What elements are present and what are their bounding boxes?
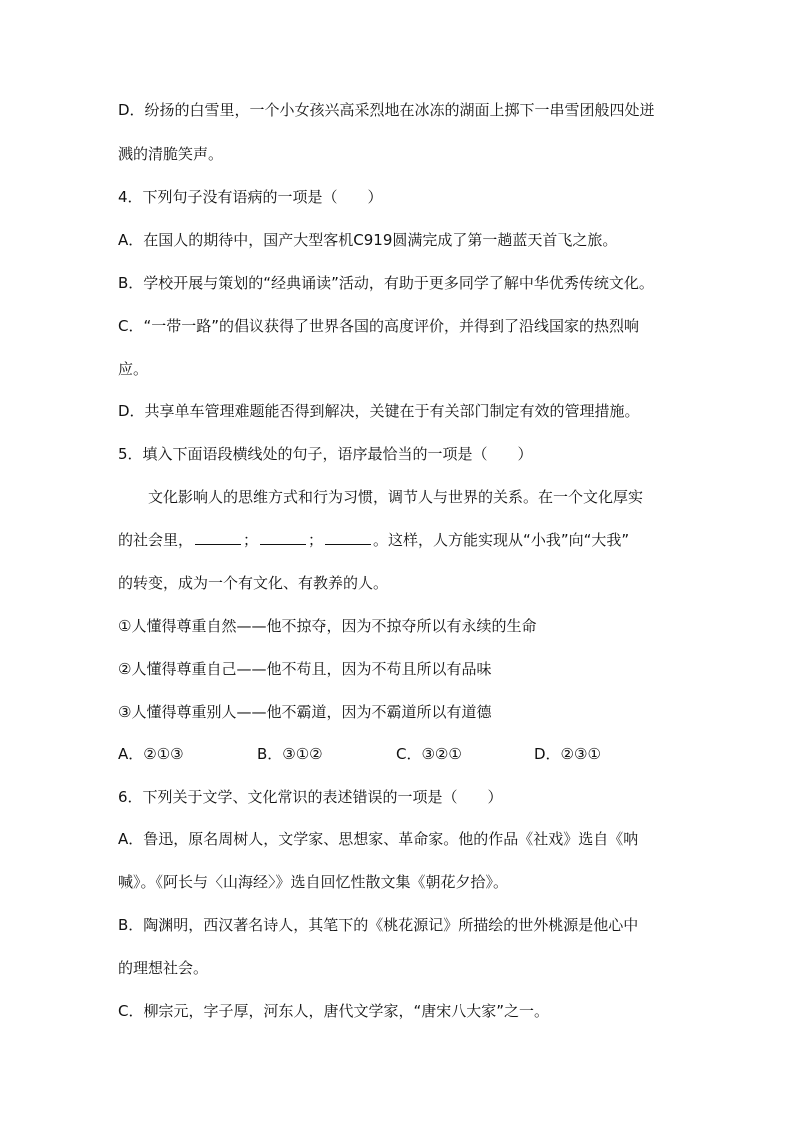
fill-blank-3: [325, 530, 371, 545]
q4-option-c-line2: 应。: [118, 360, 149, 378]
q5-passage-line3: 的转变，成为一个有文化、有教养的人。: [118, 574, 389, 592]
q4-option-d: D．共享单车管理难题能否得到解决，关键在于有关部门制定有效的管理措施。: [118, 402, 640, 420]
q5-sentence-1: ①人懂得尊重自然——他不掠夺，因为不掠夺所以有永续的生命: [118, 617, 537, 635]
q5-sentence-2: ②人懂得尊重自己——他不苟且，因为不苟且所以有品味: [118, 660, 492, 678]
q5-option-c: C．③②①: [396, 745, 462, 763]
q5-sentence-3: ③人懂得尊重别人——他不霸道，因为不霸道所以有道德: [118, 703, 492, 721]
fill-blank-2: [260, 530, 306, 545]
q6-option-a-line2: 喊》。《阿长与〈山海经〉》选自回忆性散文集《朝花夕拾》。: [118, 873, 509, 891]
q4-option-a: A．在国人的期待中，国产大型客机C919圆满完成了第一趟蓝天首飞之旅。: [118, 231, 618, 249]
question-6-stem: 6．下列关于文学、文化常识的表述错误的一项是（ ）: [118, 788, 503, 806]
passage-text: 的社会里，: [118, 531, 194, 549]
question-4-stem: 4．下列句子没有语病的一项是（ ）: [118, 188, 383, 206]
passage-text: 。这样，人方能实现从“小我”向“大我”: [373, 531, 630, 549]
q6-option-a-line1: A．鲁迅，原名周树人，文学家、思想家、革命家。他的作品《社戏》选自《呐: [118, 830, 639, 848]
q5-option-b: B．③①②: [257, 745, 323, 763]
q6-option-b-line2: 的理想社会。: [118, 959, 209, 977]
q6-option-b-line1: B．陶渊明，西汉著名诗人，其笔下的《桃花源记》所描绘的世外桃源是他心中: [118, 916, 639, 934]
q5-option-a: A．②①③: [118, 745, 184, 763]
q3-option-d-line1: D．纷扬的白雪里，一个小女孩兴高采烈地在冰冻的湖面上掷下一串雪团般四处迸: [118, 101, 655, 119]
q3-option-d-line2: 溅的清脆笑声。: [118, 145, 224, 163]
separator: ；: [308, 531, 324, 549]
q6-option-c: C．柳宗元，字子厚，河东人，唐代文学家，“唐宋八大家”之一。: [118, 1002, 550, 1020]
q4-option-b: B．学校开展与策划的“经典诵读”活动，有助于更多同学了解中华优秀传统文化。: [118, 274, 654, 292]
separator: ；: [243, 531, 259, 549]
q4-option-c-line1: C．“一带一路”的倡议获得了世界各国的高度评价，并得到了沿线国家的热烈响: [118, 317, 640, 335]
q5-option-d: D．②③①: [534, 745, 601, 763]
question-5-stem: 5．填入下面语段横线处的句子，语序最恰当的一项是（ ）: [118, 445, 533, 463]
q5-passage-line2: [118, 530, 629, 550]
q5-passage-line1: 文化影响人的思维方式和行为习惯，调节人与世界的关系。在一个文化厚实: [148, 488, 644, 506]
fill-blank-1: [195, 530, 241, 545]
